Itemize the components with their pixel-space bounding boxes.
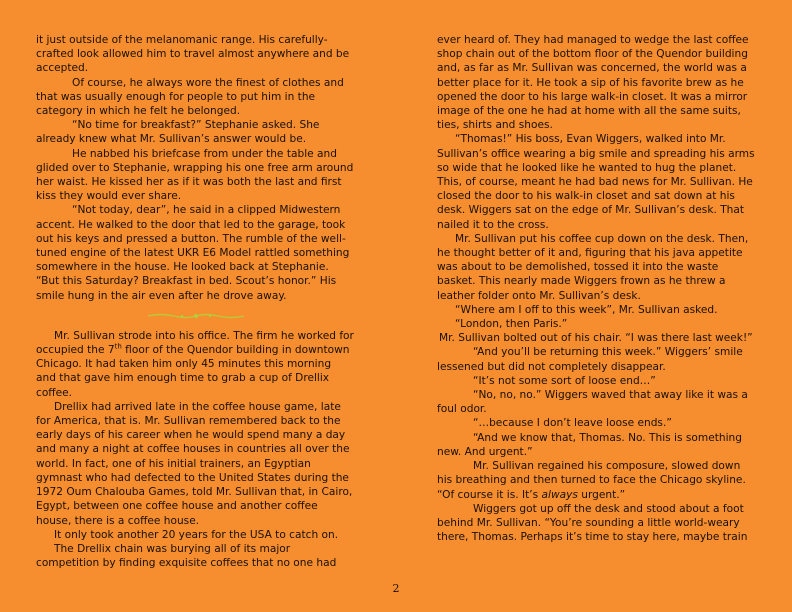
left-column <box>36 33 354 570</box>
paragraph: Wiggers got up off the desk and stood about a foot behind Mr. Sullivan. “You’re sounding a little world-weary there, Thomas. Perhaps it’s time to stay here, maybe train <box>437 502 748 544</box>
paragraph: “…because I don’t leave loose ends.” <box>473 417 672 430</box>
paragraph: The Drellix chain was burying all of its major competition by finding exquisite coffees that no one had <box>36 542 337 570</box>
right-column <box>437 33 755 544</box>
paragraph: it just outside of the melanomanic range. His carefully-crafted look allowed him to travel almost anywhere and be accepted. <box>36 34 350 75</box>
paragraph: “Where am I off to this week”, Mr. Sullivan asked. <box>455 303 718 316</box>
paragraph: “No time for breakfast?” Stephanie asked. She already knew what Mr. Sullivan’s answer would be. <box>36 119 320 146</box>
paragraph: “London, then Paris.” <box>455 318 568 331</box>
paragraph: “Thomas!” His boss, Evan Wiggers, walked into Mr. Sullivan’s office wearing a big smile and spreading his arms so wide that he looked like he wanted to hug the planet. This, of course, meant he had bad news for Mr. Sullivan. He closed the door to his walk-in closet and sat down at his desk. Wiggers sat on the edge of Mr. Sullivan’s desk. That nailed it to the cross. <box>437 133 755 231</box>
paragraph: It only took another 20 years for the USA to catch on. <box>54 528 339 541</box>
paragraph: “And you’ll be returning this week.” Wiggers’ smile lessened but did not completely disappear. <box>437 346 743 373</box>
paragraph: Drellix had arrived late in the coffee house game, late for America, that is. Mr. Sullivan remembered back to the early days of his career when he would spend many a day and many a night at coffee houses in countries all over the world. In fact, one of his initial trainers, an Egyptian gymnast who had defected to the United States during the 1972 Oum Chalouba Games, told Mr. Sullivan that, in Cairo, Egypt, between one coffee house and another coffee house, there is a coffee house. <box>36 400 353 527</box>
paragraph: Mr. Sullivan strode into his office. The firm he worked for occupied the 7th floor of the Quendor building in downtown Chicago. It had taken him only 45 minutes this morning and that gave him enough time to grab a cup of Drellix coffee. <box>36 329 354 399</box>
ornamental-divider-icon <box>146 312 246 320</box>
paragraph: “No, no, no.” Wiggers waved that away like it was a foul odor. <box>437 389 748 416</box>
paragraph: “It’s not some sort of loose end…” <box>473 374 656 387</box>
paragraph: “Not today, dear”, he said in a clipped Midwestern accent. He walked to the door that led to the garage, took out his keys and pressed a button. The rumble of the well-tuned engine of the latest UKR E6 Model rattled something somewhere in the house. He looked back at Stephanie. “But this Saturday? Breakfast in bed. Scout’s honor.” His smile hung in the air even after he drove away. <box>36 204 350 302</box>
paragraph: Mr. Sullivan regained his composure, slowed down his breathing and then turned to face the Chicago skyline. “Of course it is. It’s always urgent.” <box>437 460 746 501</box>
paragraph: ever heard of. They had managed to wedge the last coffee shop chain out of the bottom floor of the Quendor building and, as far as Mr. Sullivan was concerned, the world was a better place for it. He took a sip of his favorite brew as he opened the door to his large walk-in closet. It was a mirror image of the one he had at home with all the same suits, ties, shirts and shoes. <box>437 34 749 132</box>
paragraph: He nabbed his briefcase from under the table and glided over to Stephanie, wrapping his one free arm around her waist. He kissed her as if it was both the last and first kiss they would ever share. <box>36 147 354 203</box>
paragraph: Of course, he always wore the finest of clothes and that was usually enough for people to put him in the category in which he felt he belonged. <box>36 76 344 118</box>
paragraph: Mr. Sullivan bolted out of his chair. “I was there last week!” <box>439 332 753 345</box>
page-number: 2 <box>392 582 400 595</box>
paragraph: “And we know that, Thomas. No. This is something new. And urgent.” <box>437 431 742 458</box>
paragraph: Mr. Sullivan put his coffee cup down on the desk. Then, he thought better of it and, figuring that his java appetite was about to be demolished, tossed it into the waste basket. This nearly made Wiggers frown as he threw a leather folder onto Mr. Sullivan’s desk. <box>437 232 749 302</box>
